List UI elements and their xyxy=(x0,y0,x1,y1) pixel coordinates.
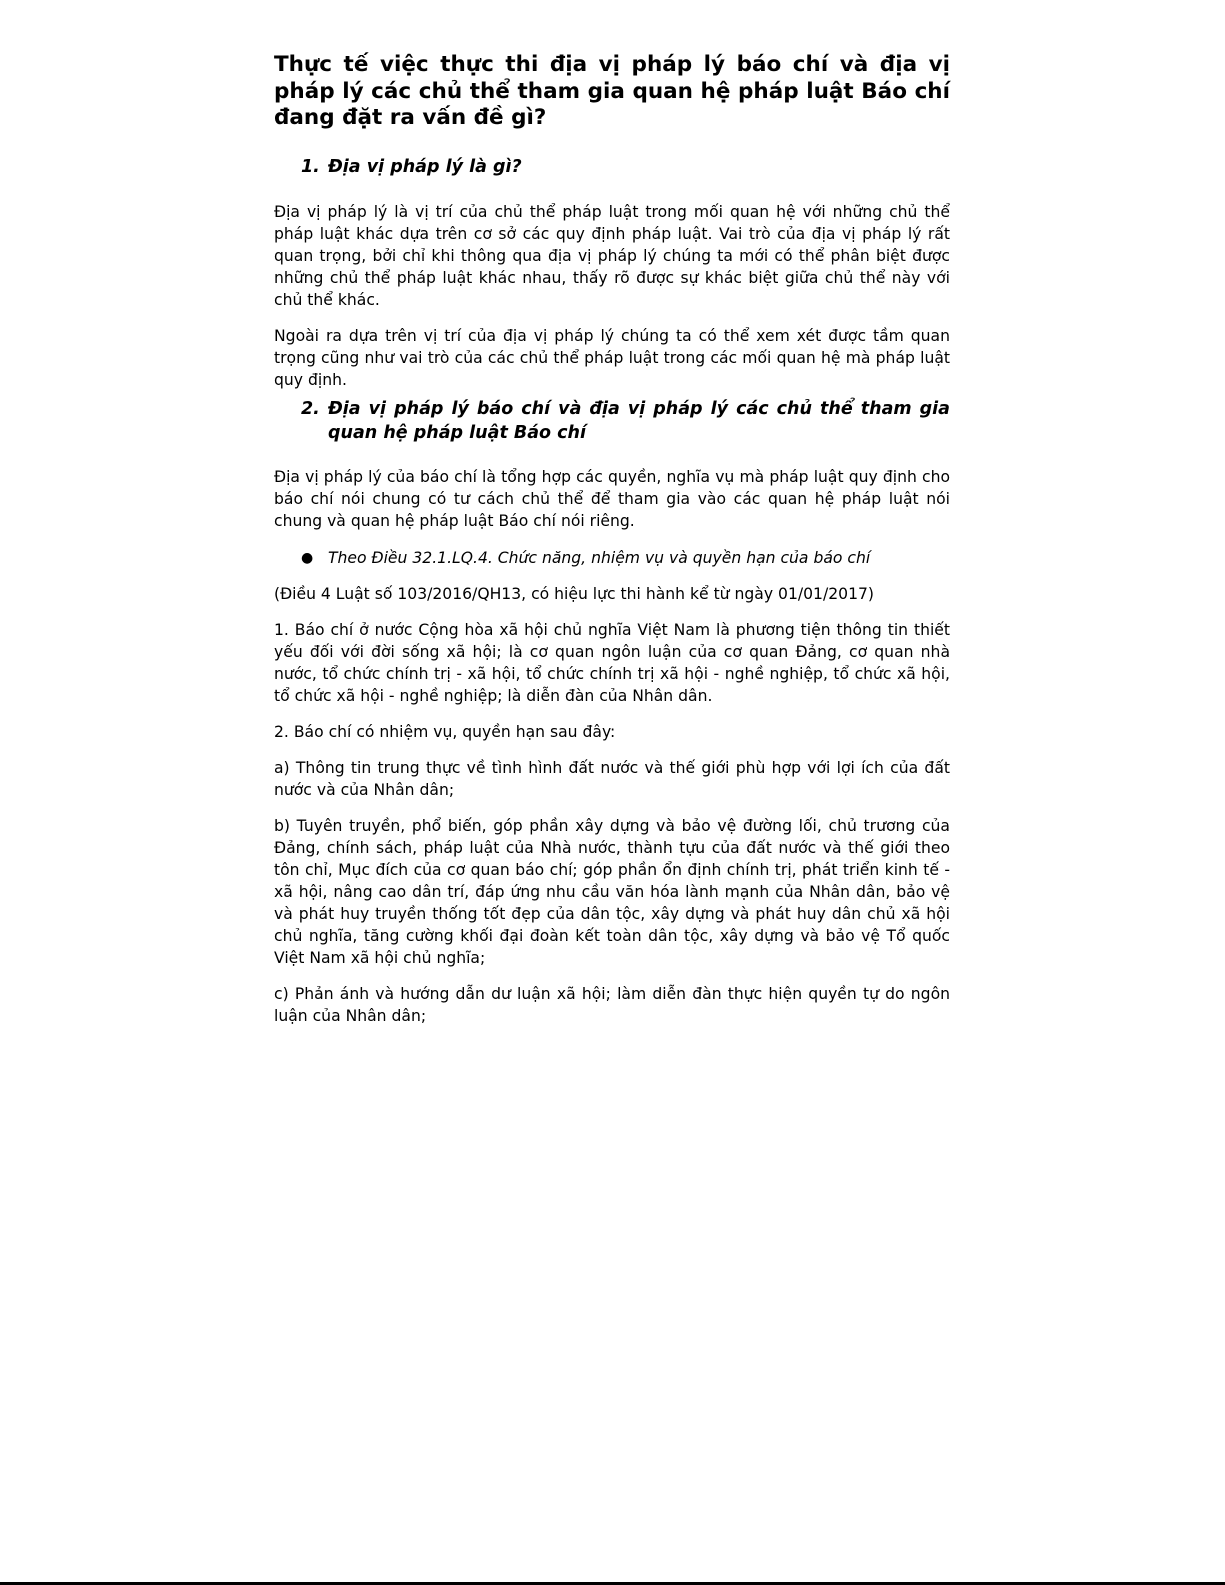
bullet-icon: ● xyxy=(301,549,314,566)
section-1-number: 1. xyxy=(301,156,320,177)
document-title: Thực tế việc thực thi địa vị pháp lý báo chí và địa vị pháp lý các chủ thể tham gia quan hệ pháp luật Báo chí đang đặt ra vấn đề gì? xyxy=(274,52,950,130)
section-1-heading-text: Địa vị pháp lý là gì? xyxy=(328,156,522,177)
section-1-paragraph: Địa vị pháp lý là vị trí của chủ thể pháp luật trong mối quan hệ với những chủ thể pháp luật khác dựa trên cơ sở các quy định pháp luật. Vai trò của địa vị pháp lý rất quan trọng, bởi chỉ khi thông qua địa vị pháp lý chúng ta mới có thể phân biệt được những chủ thể pháp luật khác nhau, thấy rõ được sự khác biệt giữa chủ thể này với chủ thể khác. xyxy=(274,202,950,309)
section-2-heading-text: Địa vị pháp lý báo chí và địa vị pháp lý các chủ thể tham gia quan hệ pháp luật Báo chí xyxy=(328,398,950,443)
section-1-heading xyxy=(274,155,950,179)
section-2-number: 2. xyxy=(301,398,320,419)
clause-paragraph: b) Tuyên truyền, phổ biến, góp phần xây dựng và bảo vệ đường lối, chủ trương của Đảng, chính sách, pháp luật của Nhà nước, thành tựu của đất nước và thế giới theo tôn chỉ, Mục đích của cơ quan báo chí; góp phần ổn định chính trị, phát triển kinh tế - xã hội, nâng cao dân trí, đáp ứng nhu cầu văn hóa lành mạnh của Nhân dân, bảo vệ và phát huy truyền thống tốt đẹp của dân tộc, xây dựng và phát huy dân chủ xã hội chủ nghĩa, tăng cường khối đại đoàn kết toàn dân tộc, xây dựng và bảo vệ Tổ quốc Việt Nam xã hội chủ nghĩa; xyxy=(274,816,950,967)
bullet-text: Theo Điều 32.1.LQ.4. Chức năng, nhiệm vụ và quyền hạn của báo chí xyxy=(328,548,871,567)
document-page xyxy=(274,52,950,1041)
clause-paragraph: 2. Báo chí có nhiệm vụ, quyền hạn sau đây: xyxy=(274,722,616,741)
bullet-item xyxy=(274,547,950,569)
law-reference: (Điều 4 Luật số 103/2016/QH13, có hiệu lực thi hành kể từ ngày 01/01/2017) xyxy=(274,584,875,603)
section-1-paragraph: Ngoài ra dựa trên vị trí của địa vị pháp lý chúng ta có thể xem xét được tầm quan trọng cũng như vai trò của các chủ thể pháp luật trong các mối quan hệ mà pháp luật quy định. xyxy=(274,326,950,389)
section-2-heading xyxy=(274,397,950,445)
clause-paragraph: 1. Báo chí ở nước Cộng hòa xã hội chủ nghĩa Việt Nam là phương tiện thông tin thiết yếu đối với đời sống xã hội; là cơ quan ngôn luận của cơ quan Đảng, cơ quan nhà nước, tổ chức chính trị - xã hội, tổ chức chính trị xã hội - nghề nghiệp, tổ chức xã hội, tổ chức xã hội - nghề nghiệp; là diễn đàn của Nhân dân. xyxy=(274,620,950,705)
section-2-intro: Địa vị pháp lý của báo chí là tổng hợp các quyền, nghĩa vụ mà pháp luật quy định cho báo chí nói chung có tư cách chủ thể để tham gia vào các quan hệ pháp luật nói chung và quan hệ pháp luật Báo chí nói riêng. xyxy=(274,467,950,530)
clause-paragraph: c) Phản ánh và hướng dẫn dư luận xã hội; làm diễn đàn thực hiện quyền tự do ngôn luận của Nhân dân; xyxy=(274,984,950,1025)
clause-paragraph: a) Thông tin trung thực về tình hình đất nước và thế giới phù hợp với lợi ích của đất nước và của Nhân dân; xyxy=(274,758,950,799)
